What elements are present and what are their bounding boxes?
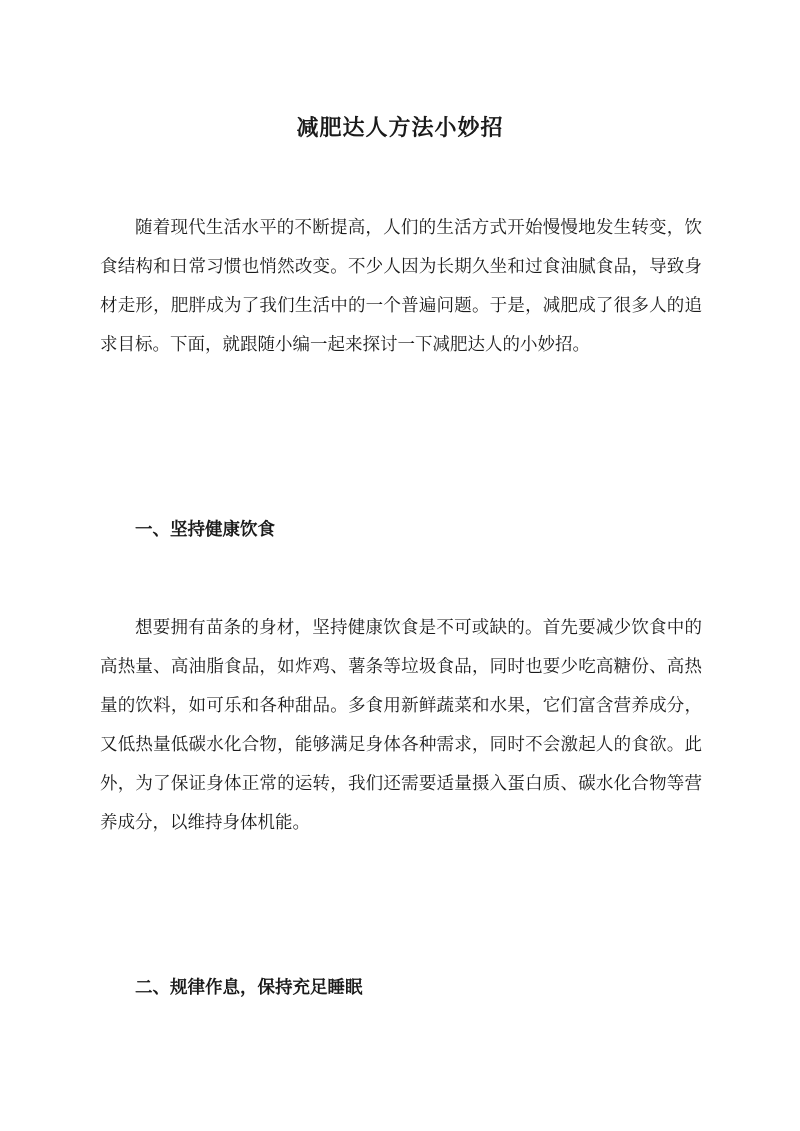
- document-title: 减肥达人方法小妙招: [296, 114, 504, 141]
- intro-paragraph: 随着现代生活水平的不断提高，人们的生活方式开始慢慢地发生转变，饮食结构和日常习惯也悄然改变。不少人因为长期久坐和过食油腻食品，导致身材走形，肥胖成为了我们生活中的一个普遍问题。于是，减肥成了很多人的追求目标。下面，就跟随小编一起来探讨一下减肥达人的小妙招。: [100, 218, 702, 355]
- section-body-1: 想要拥有苗条的身材，坚持健康饮食是不可或缺的。首先要减少饮食中的高热量、高油脂食品，如炸鸡、薯条等垃圾食品，同时也要少吃高糖份、高热量的饮料，如可乐和各种甜品。多食用新鲜蔬菜和水果，它们富含营养成分，又低热量低碳水化合物，能够满足身体各种需求，同时不会激起人的食欲。此外，为了保证身体正常的运转，我们还需要适量摄入蛋白质、碳水化合物等营养成分，以维持身体机能。: [100, 618, 702, 833]
- section-heading-2: 二、规律作息，保持充足睡眠: [135, 978, 363, 998]
- section-heading-1: 一、坚持健康饮食: [135, 520, 275, 540]
